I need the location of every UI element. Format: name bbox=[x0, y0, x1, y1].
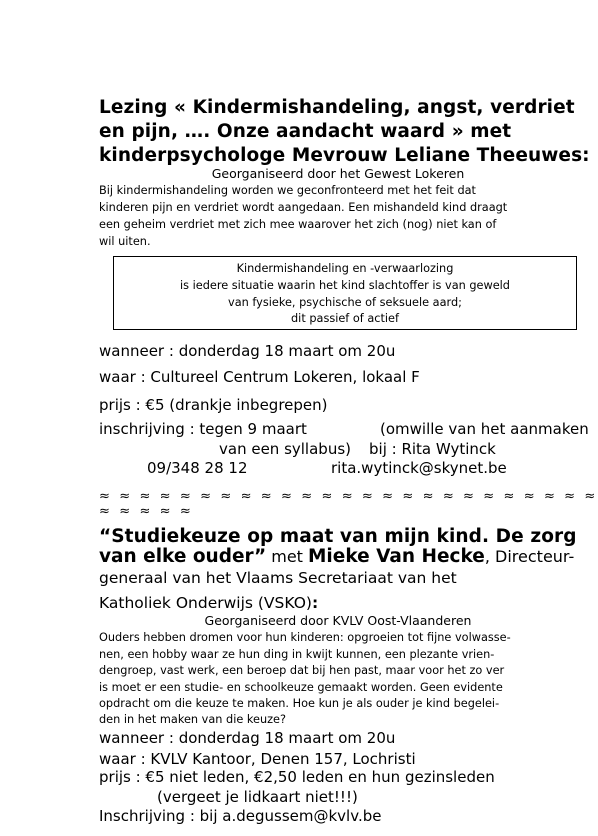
lecture1-title-line-1: Lezing « Kindermishandeling, angst, verdriet bbox=[99, 97, 575, 118]
lecture2-intro-line: nen, een hobby waar ze hun ding in kwijt kunnen, een plezante vrien- bbox=[99, 648, 495, 661]
lecture2-price-note: (vergeet je lidkaart niet!!!) bbox=[157, 788, 358, 806]
wave-divider: ≈ ≈ ≈ ≈ ≈ ≈ ≈ ≈ ≈ ≈ ≈ ≈ ≈ ≈ ≈ ≈ ≈ ≈ ≈ ≈ ≈ ≈ ≈ ≈ ≈ ≈ ≈ ≈ ≈ ≈ bbox=[99, 489, 598, 519]
lecture2-speaker: Mieke Van Hecke bbox=[308, 546, 485, 567]
lecture1-organizer: Georganiseerd door het Gewest Lokeren bbox=[211, 166, 465, 181]
lecture2-title-line-4 bbox=[99, 594, 318, 612]
lecture2-where: waar : KVLV Kantoor, Denen 157, Lochristi bbox=[99, 750, 416, 768]
lecture2-registration[interactable]: Inschrijving : bij a.degussem@kvlv.be bbox=[99, 807, 382, 825]
lecture2-title-colon: : bbox=[311, 594, 319, 612]
lecture1-registration-note: van een syllabus) bbox=[219, 440, 351, 458]
lecture2-intro-line: opdracht om die keuze te maken. Hoe kun je als ouder je kind begelei- bbox=[99, 697, 500, 710]
lecture2-title-line-2 bbox=[99, 546, 574, 567]
lecture2-title-bold: van elke ouder” bbox=[99, 546, 267, 567]
lecture2-intro-line: dengroep, vast werk, een beroep dat bij hen past, maar voor het zo ver bbox=[99, 664, 505, 677]
lecture1-registration-label: inschrijving : tegen 9 maart bbox=[99, 420, 307, 438]
lecture2-price: prijs : €5 niet leden, €2,50 leden en hun gezinsleden bbox=[99, 768, 495, 786]
lecture1-title-line-3: kinderpsychologe Mevrouw Leliane Theeuwes: bbox=[99, 145, 590, 166]
lecture1-registration-contact: bij : Rita Wytinck bbox=[369, 440, 496, 458]
definition-box-line: Kindermishandeling en -verwaarlozing bbox=[236, 262, 454, 275]
lecture2-organization: Katholiek Onderwijs (VSKO) bbox=[99, 594, 312, 612]
lecture1-intro-line: kinderen pijn en verdriet wordt aangedaan. Een mishandeld kind draagt bbox=[99, 201, 508, 214]
lecture1-email[interactable]: rita.wytinck@skynet.be bbox=[331, 459, 507, 477]
lecture1-registration-note: (omwille van het aanmaken bbox=[380, 420, 589, 438]
lecture1-phone: 09/348 28 12 bbox=[147, 459, 248, 477]
lecture2-intro-line: den in het maken van die keuze? bbox=[99, 713, 286, 726]
lecture1-price: prijs : €5 (drankje inbegrepen) bbox=[99, 396, 328, 414]
lecture1-intro-line: Bij kindermishandeling worden we geconfronteerd met het feit dat bbox=[99, 184, 476, 197]
lecture1-title-line-2: en pijn, …. Onze aandacht waard » met bbox=[99, 121, 512, 142]
lecture2-intro-line: is moet er een studie- en schoolkeuze gemaakt worden. Geen evidente bbox=[99, 681, 503, 694]
lecture2-title-with: met bbox=[266, 547, 309, 566]
lecture1-where: waar : Cultureel Centrum Lokeren, lokaal F bbox=[99, 368, 420, 386]
lecture2-title-rest: , Directeur- bbox=[484, 547, 575, 566]
lecture2-title-line-1: “Studiekeuze op maat van mijn kind. De zorg bbox=[99, 526, 577, 547]
lecture2-organizer: Georganiseerd door KVLV Oost-Vlaanderen bbox=[204, 613, 472, 628]
lecture2-when: wanneer : donderdag 18 maart om 20u bbox=[99, 729, 396, 747]
definition-box-line: dit passief of actief bbox=[291, 312, 399, 325]
lecture2-title-line-3: generaal van het Vlaams Secretariaat van het bbox=[99, 569, 457, 587]
lecture1-intro-line: wil uiten. bbox=[99, 235, 151, 248]
definition-box-line: van fysieke, psychische of seksuele aard; bbox=[228, 296, 462, 309]
definition-box-line: is iedere situatie waarin het kind slachtoffer is van geweld bbox=[180, 279, 510, 292]
lecture1-intro-line: een geheim verdriet met zich mee waarover het zich (nog) niet kan of bbox=[99, 218, 497, 231]
lecture2-intro-line: Ouders hebben dromen voor hun kinderen: opgroeien tot fijne volwasse- bbox=[99, 631, 511, 644]
lecture1-when: wanneer : donderdag 18 maart om 20u bbox=[99, 342, 396, 360]
